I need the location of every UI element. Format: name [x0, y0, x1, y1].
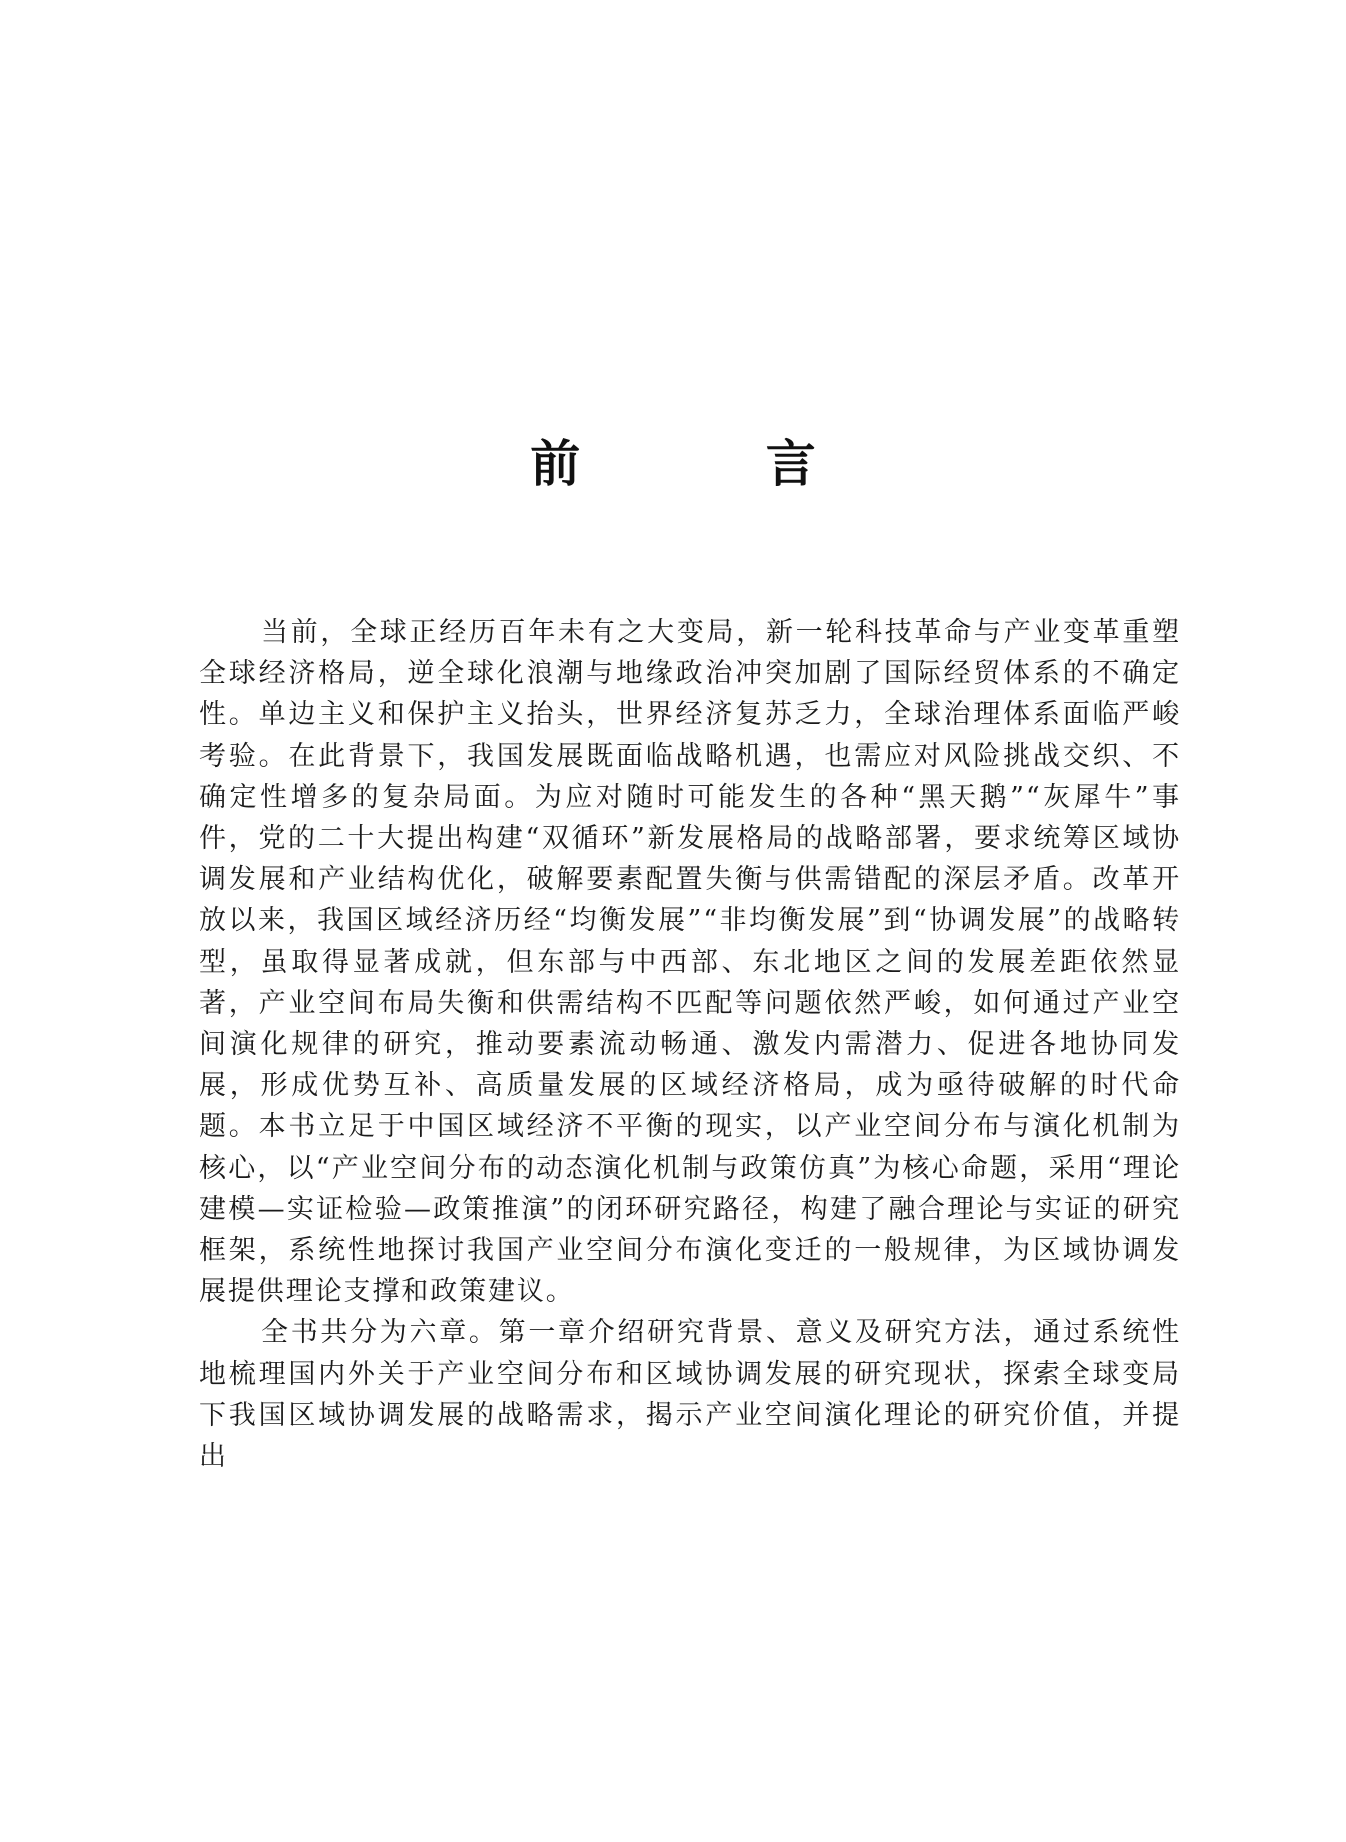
- paragraph-2: 全书共分为六章。第一章介绍研究背景、意义及研究方法，通过系统性地梳理国内外关于产业空间分布和区域协调发展的研究现状，探索全球变局下我国区域协调发展的战略需求，揭示产业空间演化理论的研究价值，并提出: [199, 1317, 1181, 1473]
- paragraph-1: 当前，全球正经历百年未有之大变局，新一轮科技革命与产业变革重塑全球经济格局，逆全球化浪潮与地缘政治冲突加剧了国际经贸体系的不确定性。单边主义和保护主义抬头，世界经济复苏乏力，全球治理体系面临严峻考验。在此背景下，我国发展既面临战略机遇，也需应对风险挑战交织、不确定性增多的复杂局面。为应对随时可能发生的各种“黑天鹅”“灰犀牛”事件，党的二十大提出构建“双循环”新发展格局的战略部署，要求统筹区域协调发展和产业结构优化，破解要素配置失衡与供需错配的深层矛盾。改革开放以来，我国区域经济历经“均衡发展”“非均衡发展”到“协调发展”的战略转型，虽取得显著成就，但东部与中西部、东北地区之间的发展差距依然显著，产业空间布局失衡和供需结构不匹配等问题依然严峻，如何通过产业空间演化规律的研究，推动要素流动畅通、激发内需潜力、促进各地协同发展，形成优势互补、高质量发展的区域经济格局，成为亟待破解的时代命题。本书立足于中国区域经济不平衡的现实，以产业空间分布与演化机制为核心，以“产业空间分布的动态演化机制与政策仿真”为核心命题，采用“理论建模—实证检验—政策推演”的闭环研究路径，构建了融合理论与实证的研究框架，系统性地探讨我国产业空间分布演化变迁的一般规律，为区域协调发展提供理论支撑和政策建议。: [199, 617, 1181, 1308]
- page-title: 前 言: [530, 434, 900, 493]
- body-text: [199, 612, 1181, 1477]
